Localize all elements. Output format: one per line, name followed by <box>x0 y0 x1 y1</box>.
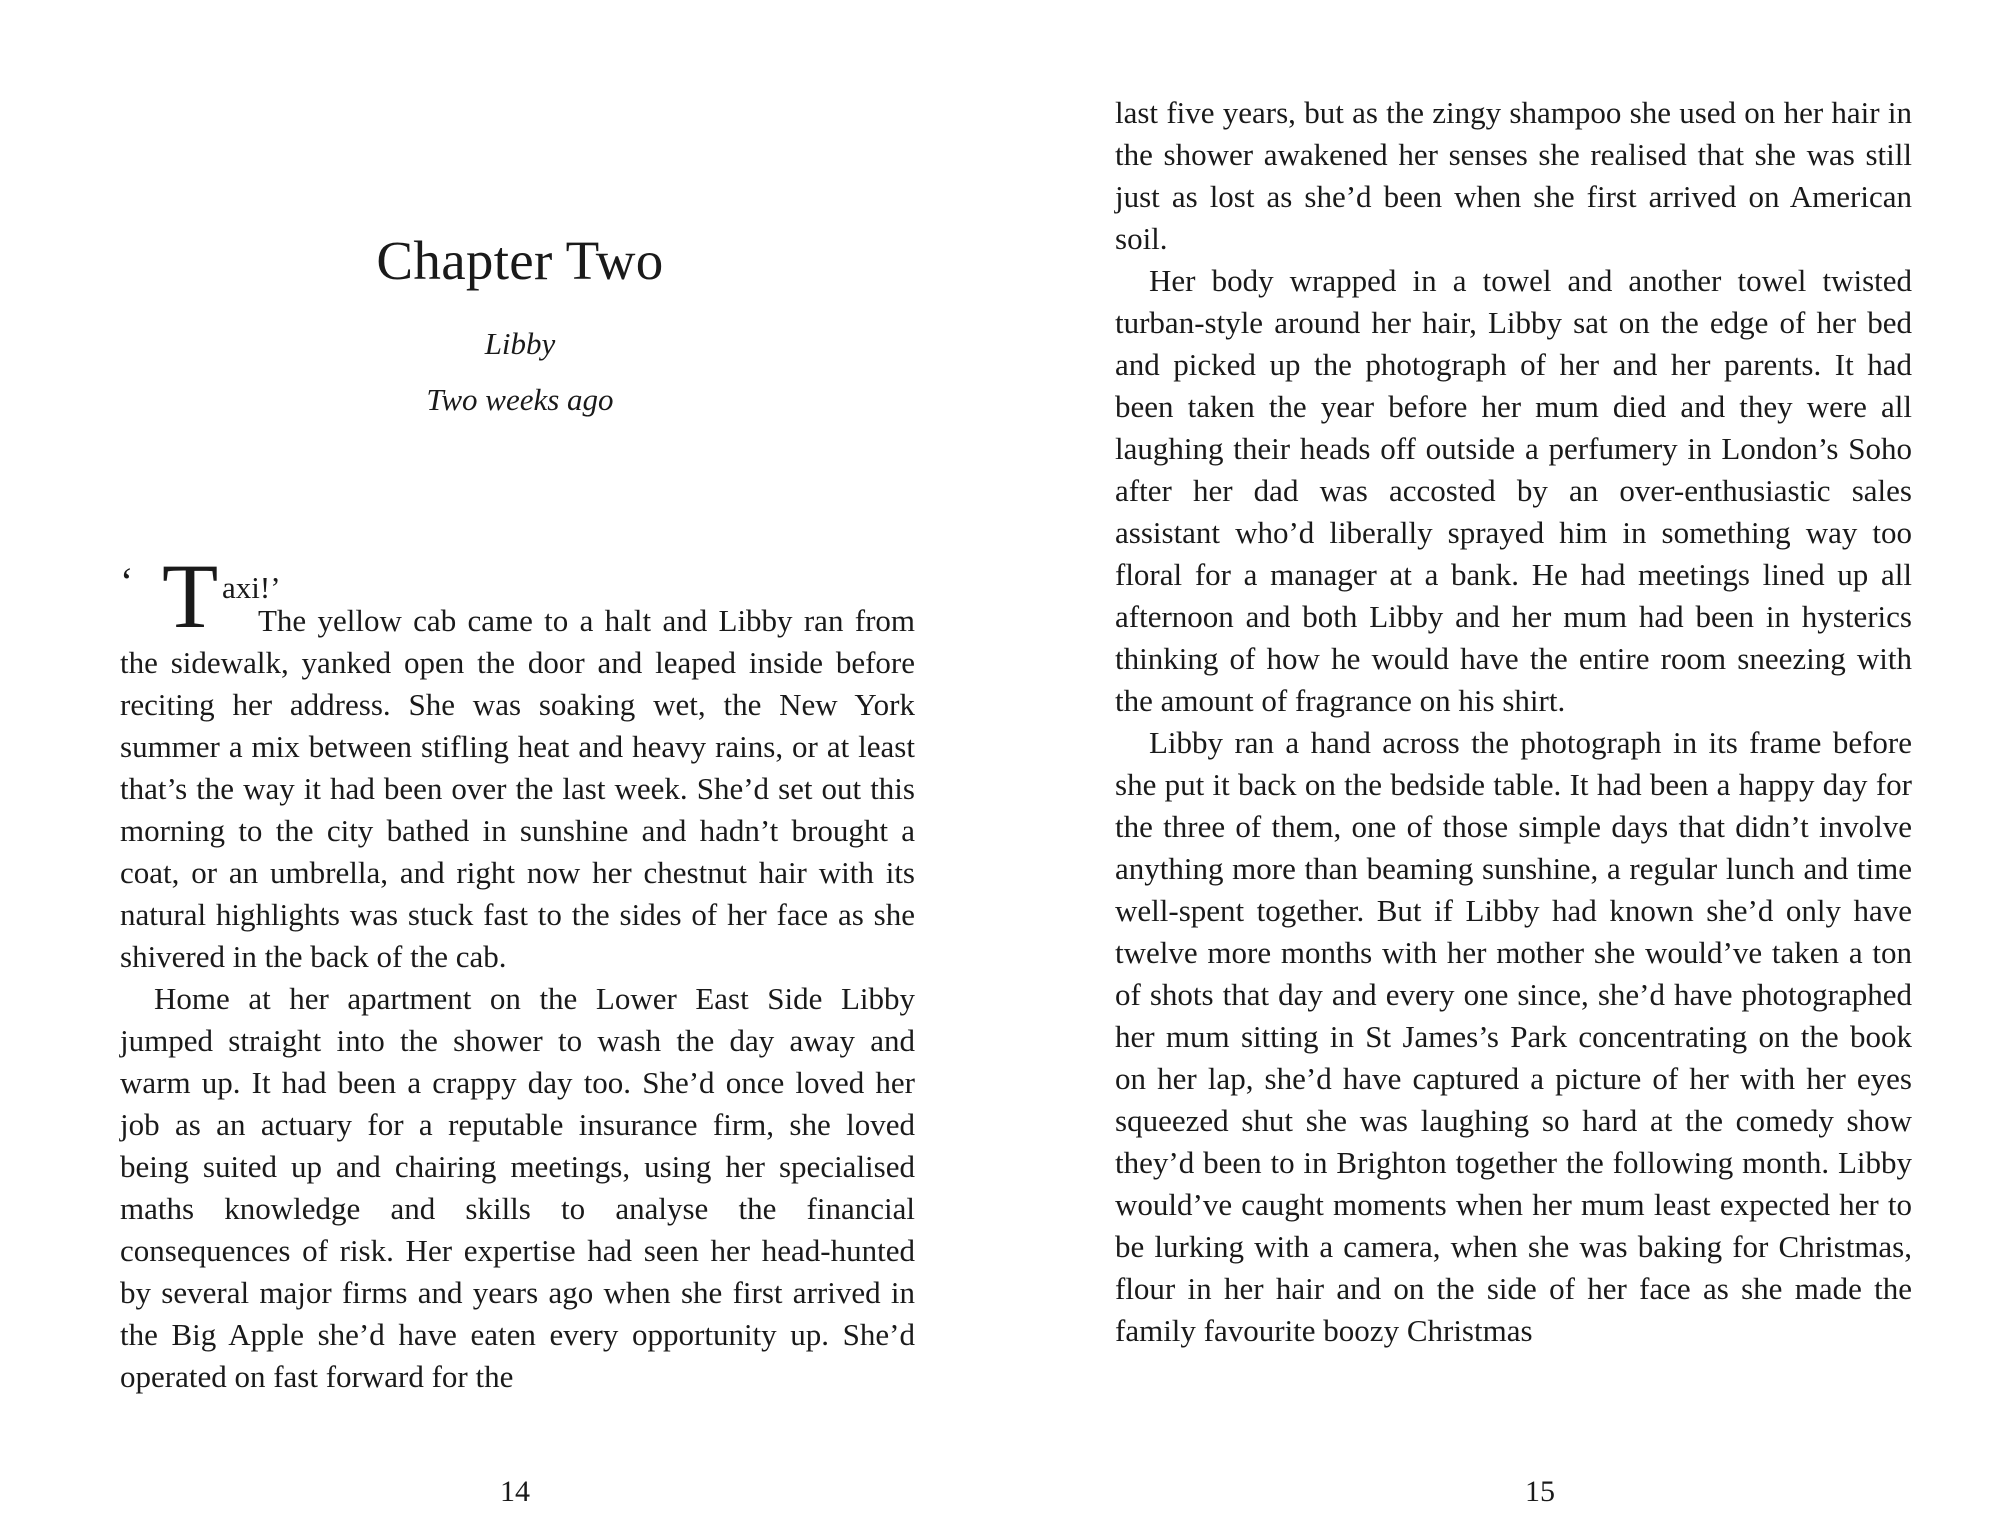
page-number-left: 14 <box>500 1475 530 1508</box>
page-number-right: 15 <box>1525 1475 1555 1508</box>
paragraph: Libby ran a hand across the photograph in its frame before she put it back on the bedside table. It had been a happy day for the three of them, one of those simple days that didn’t involve anything more than beaming sunshine, a regular lunch and time well-spent together. But if Libby had known she’d only have twelve more months with her mother she would’ve taken a ton of shots that day and every one since, she’d have photographed her mum sitting in St James’s Park concentrating on the book on her lap, she’d have captured a picture of her with her eyes squeezed shut she was laughing so hard at the comedy show they’d been to in Brighton together the following month. Libby would’ve caught moments when her mum least expected her to be lurking with a camera, when she was baking for Christmas, flour in her hair and on the side of her face as she made the family favourite boozy Christmas <box>1115 725 1912 1348</box>
left-page-body <box>120 600 915 1398</box>
drop-cap-rest-text: axi!’ <box>222 570 281 605</box>
right-page-body <box>1115 92 1912 1352</box>
chapter-title: Chapter Two <box>376 230 664 291</box>
paragraph: The yellow cab came to a halt and Libby ran from the sidewalk, yanked open the door and leaped inside before reciting her address. She was soaking wet, the New York summer a mix between stifling heat and heavy rains, or at least that’s the way it had been over the last week. She’d set out this morning to the city bathed in sunshine and hadn’t brought a coat, or an umbrella, and right now her chestnut hair with its natural highlights was stuck fast to the sides of her face as she shivered in the back of the cab. <box>120 603 915 974</box>
chapter-subtitle-time: Two weeks ago <box>426 382 614 417</box>
paragraph: Her body wrapped in a towel and another towel twisted turban-style around her hair, Libby sat on the edge of her bed and picked up the photograph of her and her parents. It had been taken the year before her mum died and they were all laughing their heads off outside a perfumery in London’s Soho after her dad was accosted by an over-enthusiastic sales assistant who’d liberally sprayed him in something way too floral for a manager at a bank. He had meetings lined up all afternoon and both Libby and her mum had been in hysterics thinking of how he would have the entire room sneezing with the amount of fragrance on his shirt. <box>1115 263 1912 718</box>
paragraph: Home at her apartment on the Lower East Side Libby jumped straight into the shower to wash the day away and warm up. It had been a crappy day too. She’d once loved her job as an actuary for a reputable insurance firm, she loved being suited up and chairing meetings, using her specialised maths knowledge and skills to analyse the financial consequences of risk. Her expertise had seen her head-hunted by several major firms and years ago when she first arrived in the Big Apple she’d have eaten every opportunity up. She’d operated on fast forward for the <box>120 981 915 1394</box>
chapter-subtitle-character: Libby <box>484 326 556 361</box>
drop-cap-letter: T <box>162 545 219 647</box>
paragraph: last five years, but as the zingy shampoo she used on her hair in the shower awakened her senses she realised that she was still just as lost as she’d been when she first arrived on American soil. <box>1115 95 1912 256</box>
right-page <box>1000 0 2000 1534</box>
opening-quote-mark: ‘ <box>120 559 134 604</box>
